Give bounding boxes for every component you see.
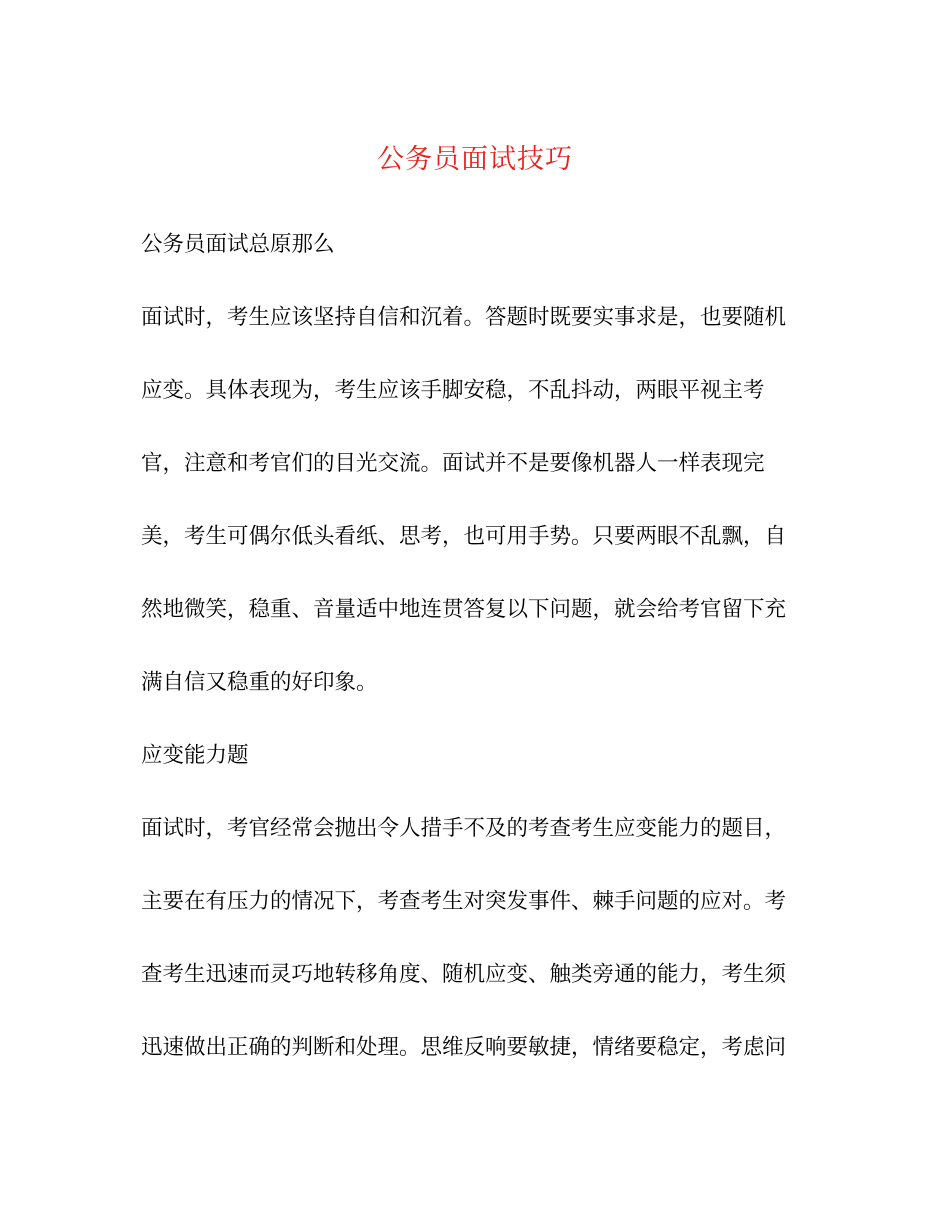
text-line: 主要在有压力的情况下，考查考生对突发事件、棘手问题的应对。考 [141, 889, 787, 914]
text-line: 公务员面试总原那么 [141, 232, 335, 257]
text-line: 面试时，考生应该坚持自信和沉着。答题时既要实事求是，也要随机 [141, 305, 787, 330]
paragraph-principles [141, 299, 801, 701]
text-line: 面试时，考官经常会抛出令人措手不及的考查考生应变能力的题目， [141, 816, 787, 841]
section-heading-principles [141, 226, 801, 263]
text-line: 然地微笑，稳重、音量适中地连贯答复以下问题，就会给考官留下充 [141, 597, 787, 622]
text-line: 满自信又稳重的好印象。 [141, 670, 378, 695]
section-heading-adaptability [141, 737, 801, 774]
text-line: 应变能力题 [141, 743, 249, 768]
document-body [141, 226, 801, 1102]
text-line: 应变。具体表现为，考生应该手脚安稳，不乱抖动，两眼平视主考 [141, 378, 765, 403]
paragraph-adaptability [141, 810, 801, 1066]
document-title: 公务员面试技巧 [377, 144, 573, 175]
text-line: 官，注意和考官们的目光交流。面试并不是要像机器人一样表现完 [141, 451, 765, 476]
text-line: 查考生迅速而灵巧地转移角度、随机应变、触类旁通的能力，考生须 [141, 962, 787, 987]
text-line: 美，考生可偶尔低头看纸、思考，也可用手势。只要两眼不乱飘，自 [141, 524, 787, 549]
text-line: 迅速做出正确的判断和处理。思维反响要敏捷，情绪要稳定，考虑问 [141, 1035, 787, 1060]
